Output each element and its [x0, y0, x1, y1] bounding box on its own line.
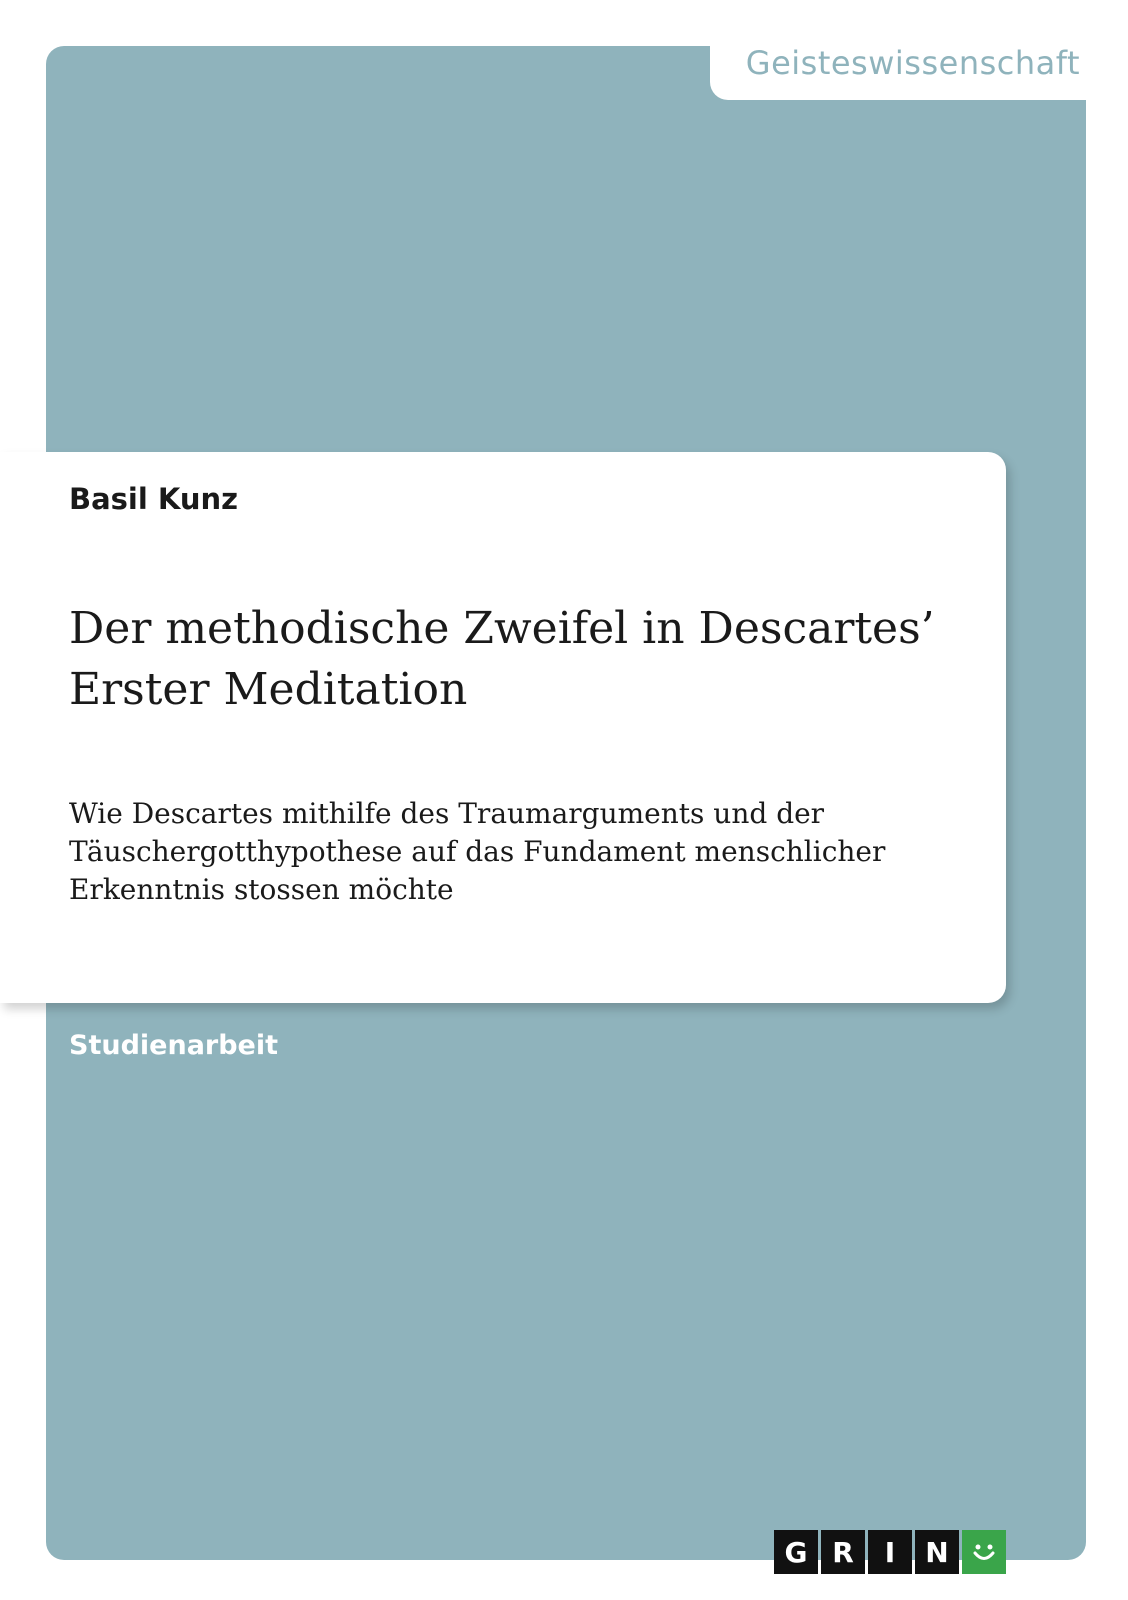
- book-subtitle: Wie Descartes mithilfe des Traumarguments und der Täuschergotthypothese auf das Fundament menschlicher Erkenntnis stossen möchte: [69, 797, 886, 906]
- category-label: Geisteswissenschaft: [745, 44, 1080, 82]
- title-card: [0, 452, 1006, 1003]
- logo-letter-i: I: [868, 1530, 912, 1574]
- publisher-logo: [774, 1530, 1006, 1574]
- author-name: Basil Kunz: [69, 482, 239, 516]
- document-type: Studienarbeit: [69, 1030, 279, 1061]
- logo-letter-r: R: [821, 1530, 865, 1574]
- logo-letter-g: G: [774, 1530, 818, 1574]
- book-title: Der methodische Zweifel in Descartes’ Erster Meditation: [69, 603, 935, 715]
- logo-letter-n: N: [915, 1530, 959, 1574]
- smiley-icon: [962, 1530, 1006, 1574]
